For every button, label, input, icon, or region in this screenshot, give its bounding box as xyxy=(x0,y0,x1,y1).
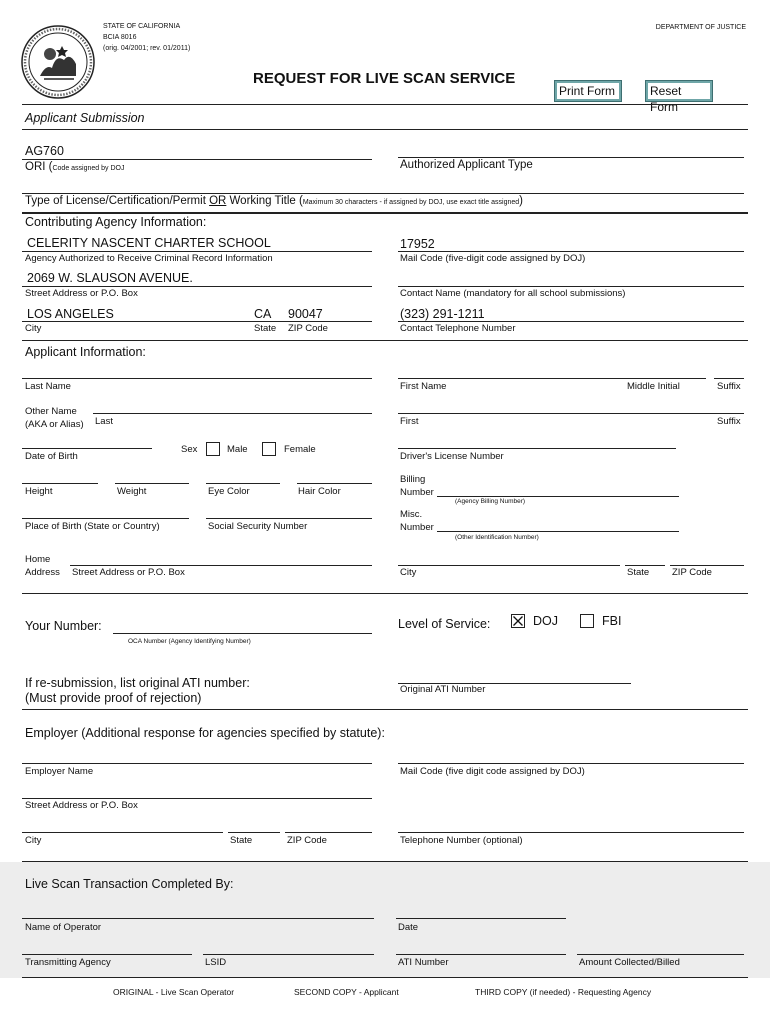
department-label: DEPARTMENT OF JUSTICE xyxy=(655,24,746,31)
form-revision: (orig. 04/2001; rev. 01/2011) xyxy=(103,45,191,52)
state-seal-icon xyxy=(20,24,96,100)
home-street-label: Street Address or P.O. Box xyxy=(72,567,185,578)
first-name-label: First Name xyxy=(400,381,447,392)
home-state-line[interactable] xyxy=(625,565,665,566)
state-label-contrib: State xyxy=(254,323,277,334)
date-label: Date xyxy=(398,922,419,933)
other-name-label: Other Name xyxy=(25,406,77,417)
authorized-type-line xyxy=(398,157,744,158)
agency-line xyxy=(22,251,372,252)
mail-code-line xyxy=(398,251,744,252)
divider xyxy=(22,977,748,978)
female-label: Female xyxy=(284,444,316,455)
last-name-line[interactable] xyxy=(22,378,372,379)
divider xyxy=(22,104,748,105)
doj-checkbox[interactable] xyxy=(511,614,525,628)
original-ati-label: Original ATI Number xyxy=(400,684,486,695)
resubmission-line1: If re-submission, list original ATI number: xyxy=(25,676,250,690)
phone-line xyxy=(398,321,744,322)
amount-label: Amount Collected/Billed xyxy=(579,957,680,968)
employer-phone-line[interactable] xyxy=(398,832,744,833)
eye-label: Eye Color xyxy=(208,486,250,497)
reset-form-button[interactable] xyxy=(645,80,713,114)
print-form-button[interactable] xyxy=(554,80,622,102)
ori-label: ORI (Code assigned by DOJ xyxy=(25,161,125,173)
first-name-line[interactable] xyxy=(398,378,706,379)
street-value[interactable]: 2069 W. SLAUSON AVENUE. xyxy=(27,271,193,285)
phone-value[interactable]: (323) 291-1211 xyxy=(400,307,485,321)
footer-third: THIRD COPY (if needed) - Requesting Agency xyxy=(475,987,652,997)
level-of-service-label: Level of Service: xyxy=(398,617,491,631)
contact-name-line[interactable] xyxy=(398,286,744,287)
divider xyxy=(22,212,748,214)
employer-phone-label: Telephone Number (optional) xyxy=(400,835,523,846)
billing-sub: (Agency Billing Number) xyxy=(455,498,526,505)
street-line xyxy=(22,286,372,287)
date-line[interactable] xyxy=(396,918,566,919)
ssn-label: Social Security Number xyxy=(208,521,308,532)
pob-label: Place of Birth (State or Country) xyxy=(25,521,160,532)
aka-suffix-label: Suffix xyxy=(717,416,741,427)
city-value[interactable]: LOS ANGELES xyxy=(27,307,114,321)
zip-label: ZIP Code xyxy=(288,323,328,334)
employer-name-label: Employer Name xyxy=(25,766,94,777)
divider xyxy=(22,593,748,594)
lsid-label: LSID xyxy=(205,957,227,968)
employer-heading: Employer (Additional response for agencies specified by statute): xyxy=(25,726,385,740)
divider xyxy=(22,861,748,862)
page-title: REQUEST FOR LIVE SCAN SERVICE xyxy=(253,70,516,87)
transmitting-line[interactable] xyxy=(22,954,192,955)
weight-label: Weight xyxy=(117,486,147,497)
pob-line[interactable] xyxy=(22,518,189,519)
billing-label: Billing xyxy=(400,474,426,485)
home-state-label: State xyxy=(627,567,650,578)
employer-zip-label: ZIP Code xyxy=(287,835,327,846)
aka-last-line[interactable] xyxy=(93,413,372,414)
hair-line[interactable] xyxy=(297,483,372,484)
home-city-label: City xyxy=(400,567,417,578)
aka-last-label: Last xyxy=(95,416,113,427)
ori-value[interactable]: AG760 xyxy=(25,144,64,158)
misc-line[interactable] xyxy=(437,531,679,532)
home-city-line[interactable] xyxy=(398,565,620,566)
state-label: STATE OF CALIFORNIA xyxy=(103,23,181,30)
footer-original: ORIGINAL - Live Scan Operator xyxy=(113,987,235,997)
transmitting-label: Transmitting Agency xyxy=(25,957,111,968)
city-line xyxy=(22,321,372,322)
applicant-heading: Applicant Information: xyxy=(25,345,146,359)
hair-label: Hair Color xyxy=(298,486,341,497)
reset-form-label: Reset Form xyxy=(648,83,710,99)
mail-code-label: Mail Code (five-digit code assigned by DOJ) xyxy=(400,253,586,264)
oca-sub: OCA Number (Agency Identifying Number) xyxy=(128,638,251,645)
operator-line[interactable] xyxy=(22,918,374,919)
lsid-line[interactable] xyxy=(203,954,374,955)
section-applicant-submission: Applicant Submission xyxy=(25,111,145,125)
agency-value[interactable]: CELERITY NASCENT CHARTER SCHOOL xyxy=(27,236,271,250)
billing-line[interactable] xyxy=(437,496,679,497)
misc-label-number: Number xyxy=(400,522,434,533)
checkmark-x-icon xyxy=(512,615,524,627)
live-scan-heading: Live Scan Transaction Completed By: xyxy=(25,877,234,891)
home-street-line[interactable] xyxy=(70,565,372,566)
suffix-line[interactable] xyxy=(714,378,744,379)
street-label: Street Address or P.O. Box xyxy=(25,288,138,299)
form-id: BCIA 8016 xyxy=(103,34,137,41)
footer-second: SECOND COPY - Applicant xyxy=(294,987,399,997)
home-zip-label: ZIP Code xyxy=(672,567,712,578)
agency-label: Agency Authorized to Receive Criminal Record Information xyxy=(25,253,273,264)
male-label: Male xyxy=(227,444,248,455)
divider xyxy=(22,129,748,130)
employer-street-label: Street Address or P.O. Box xyxy=(25,800,138,811)
male-checkbox[interactable] xyxy=(206,442,220,456)
dl-line[interactable] xyxy=(398,448,676,449)
suffix-label: Suffix xyxy=(717,381,741,392)
dl-label: Driver's License Number xyxy=(400,451,504,462)
employer-street-line[interactable] xyxy=(22,798,372,799)
fbi-checkbox[interactable] xyxy=(580,614,594,628)
phone-label: Contact Telephone Number xyxy=(400,323,516,334)
billing-label-number: Number xyxy=(400,487,434,498)
ori-line xyxy=(22,159,372,160)
employer-mail-line[interactable] xyxy=(398,763,744,764)
city-label: City xyxy=(25,323,42,334)
mail-code-value[interactable]: 17952 xyxy=(400,237,435,251)
aka-first-label: First xyxy=(400,416,419,427)
misc-sub: (Other Identification Number) xyxy=(455,534,539,541)
license-line[interactable] xyxy=(22,193,744,194)
aka-label: (AKA or Alias) xyxy=(25,419,84,430)
zip-value[interactable]: 90047 xyxy=(288,307,323,321)
dob-label: Date of Birth xyxy=(25,451,78,462)
height-label: Height xyxy=(25,486,53,497)
eye-line[interactable] xyxy=(206,483,280,484)
contact-name-label: Contact Name (mandatory for all school submissions) xyxy=(400,288,626,299)
employer-city-line[interactable] xyxy=(22,832,223,833)
middle-initial-label: Middle Initial xyxy=(627,381,680,392)
address-label: Address xyxy=(25,567,60,578)
sex-label: Sex xyxy=(181,444,198,455)
female-checkbox[interactable] xyxy=(262,442,276,456)
contributing-heading: Contributing Agency Information: xyxy=(25,215,207,229)
employer-name-line[interactable] xyxy=(22,763,372,764)
your-number-label: Your Number: xyxy=(25,619,102,633)
ssn-line[interactable] xyxy=(206,518,372,519)
divider xyxy=(22,709,748,710)
amount-line[interactable] xyxy=(577,954,744,955)
employer-city-label: City xyxy=(25,835,42,846)
employer-mail-label: Mail Code (five digit code assigned by DOJ) xyxy=(400,766,585,777)
weight-line[interactable] xyxy=(115,483,189,484)
aka-first-line[interactable] xyxy=(398,413,744,414)
divider xyxy=(22,340,748,341)
last-name-label: Last Name xyxy=(25,381,71,392)
license-label: Type of License/Certification/Permit OR Working Title (Maximum 30 characters - if assigned by DOJ, use exact title assigned) xyxy=(25,195,523,207)
dob-line[interactable] xyxy=(22,448,152,449)
authorized-type-label: Authorized Applicant Type xyxy=(400,159,533,171)
doj-label: DOJ xyxy=(533,614,558,628)
employer-state-label: State xyxy=(230,835,253,846)
oca-line[interactable] xyxy=(113,633,372,634)
ati-number-label: ATI Number xyxy=(398,957,449,968)
home-zip-line[interactable] xyxy=(670,565,744,566)
employer-state-line[interactable] xyxy=(228,832,280,833)
operator-label: Name of Operator xyxy=(25,922,102,933)
resubmission-line2: (Must provide proof of rejection) xyxy=(25,691,202,705)
fbi-label: FBI xyxy=(602,614,622,628)
home-label: Home xyxy=(25,554,51,565)
employer-zip-line[interactable] xyxy=(285,832,372,833)
misc-label: Misc. xyxy=(400,509,423,520)
print-form-label: Print Form xyxy=(557,83,619,99)
state-value[interactable]: CA xyxy=(254,307,272,321)
ati-number-line[interactable] xyxy=(396,954,566,955)
height-line[interactable] xyxy=(22,483,98,484)
